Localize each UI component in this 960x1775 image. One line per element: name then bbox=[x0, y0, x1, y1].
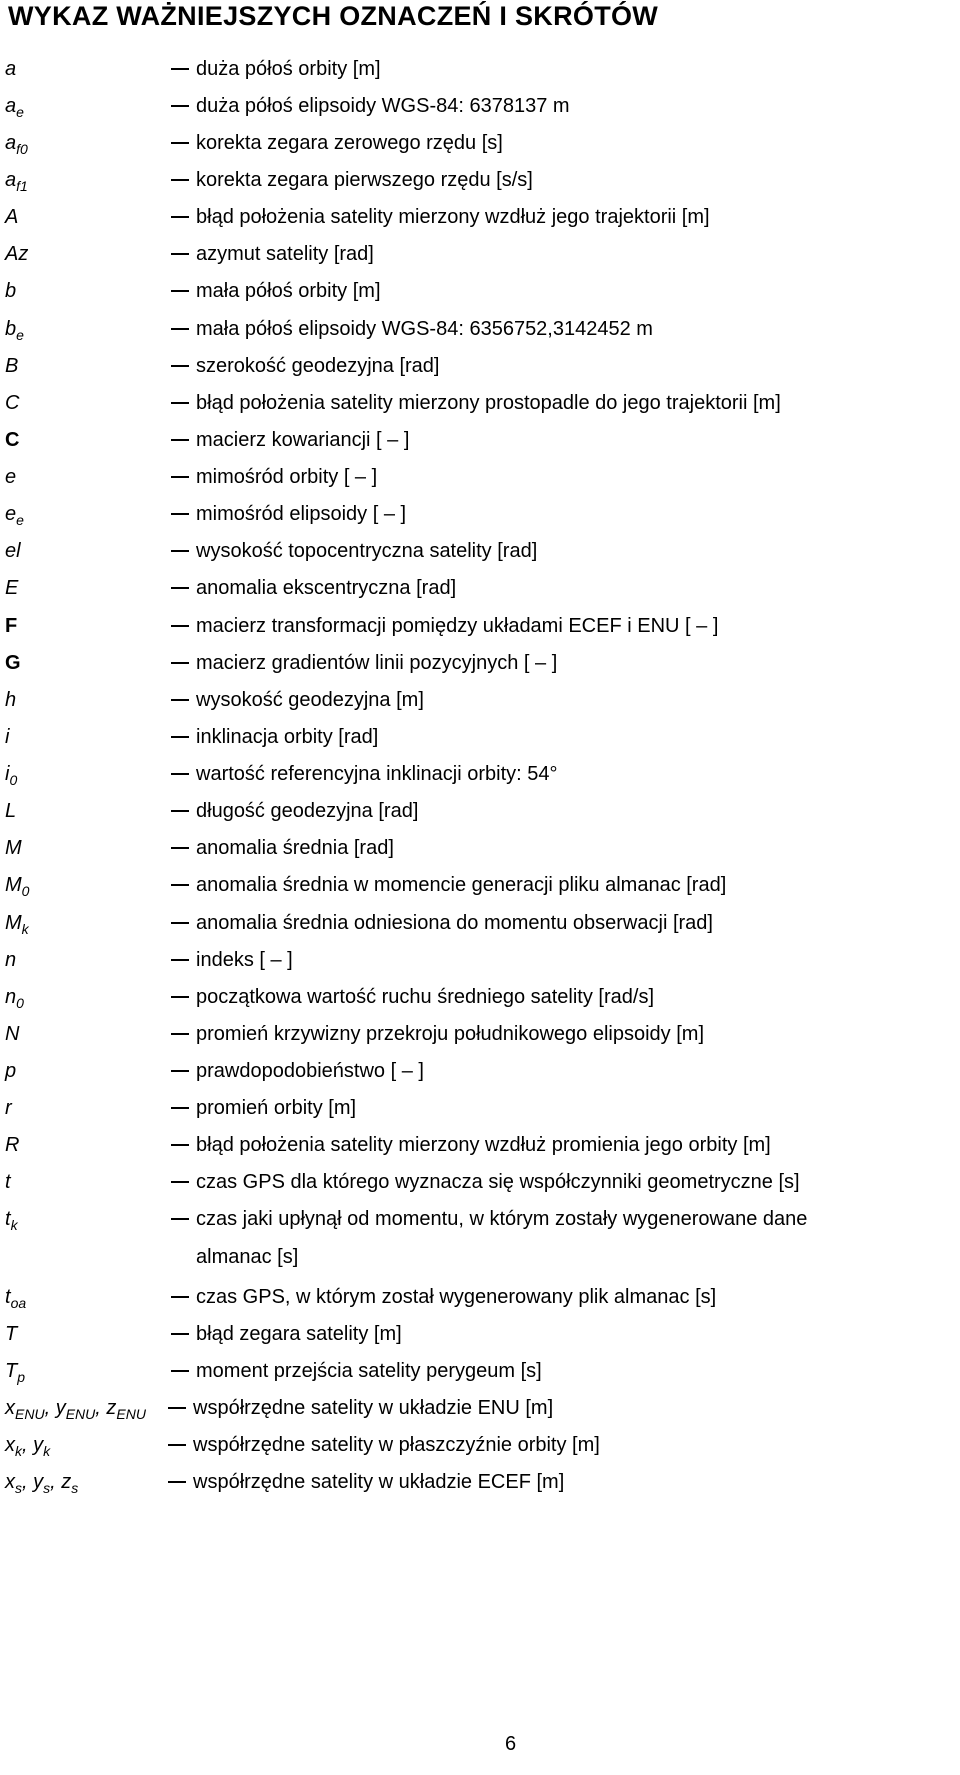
symbol-entry bbox=[0, 609, 960, 643]
symbol-description: czas jaki upłynął od momentu, w którym zostały wygenerowane dane bbox=[196, 1208, 808, 1230]
dash-separator bbox=[171, 699, 189, 701]
symbol-entry bbox=[0, 237, 960, 271]
symbol-description: macierz kowariancji [ – ] bbox=[196, 429, 410, 451]
symbol: e bbox=[5, 466, 17, 488]
symbol: $e_e$ bbox=[5, 503, 24, 528]
symbol-description: moment przejścia satelity perygeum [s] bbox=[196, 1360, 542, 1382]
symbol: h bbox=[5, 689, 17, 711]
symbol-description: prawdopodobieństwo [ – ] bbox=[196, 1060, 424, 1082]
symbol-entry bbox=[0, 1465, 960, 1499]
symbol-description: indeks [ – ] bbox=[196, 949, 293, 971]
dash-separator bbox=[171, 662, 189, 664]
symbol-description: promień orbity [m] bbox=[196, 1097, 357, 1119]
symbol: $t_{oa}$ bbox=[5, 1286, 27, 1311]
symbol: E bbox=[5, 577, 19, 599]
symbol-description: błąd położenia satelity mierzony wzdłuż promienia jego orbity [m] bbox=[196, 1134, 771, 1156]
symbol-entry bbox=[0, 720, 960, 754]
symbol-description: korekta zegara pierwszego rzędu [s/s] bbox=[196, 169, 533, 191]
symbol-description: czas GPS, w którym został wygenerowany plik almanac [s] bbox=[196, 1286, 717, 1308]
dash-separator bbox=[171, 513, 189, 515]
symbol-description: anomalia średnia odniesiona do momentu obserwacji [rad] bbox=[196, 912, 713, 934]
symbol-description: duża półoś elipsoidy WGS-84: 6378137 m bbox=[196, 95, 570, 117]
dash-separator bbox=[171, 1218, 189, 1220]
symbol: $x_s$, $y_s$, $z_s$ bbox=[5, 1471, 79, 1496]
dash-separator bbox=[171, 736, 189, 738]
symbol-description: błąd zegara satelity [m] bbox=[196, 1323, 402, 1345]
symbol-description: mimośród elipsoidy [ – ] bbox=[196, 503, 407, 525]
dash-separator bbox=[171, 550, 189, 552]
symbol: r bbox=[5, 1097, 12, 1119]
dash-separator bbox=[168, 1444, 186, 1446]
symbol-description: duża półoś orbity [m] bbox=[196, 58, 381, 80]
symbol: B bbox=[5, 355, 19, 377]
dash-separator bbox=[171, 1070, 189, 1072]
symbol: C bbox=[5, 392, 20, 414]
symbol: R bbox=[5, 1134, 20, 1156]
dash-separator bbox=[171, 810, 189, 812]
dash-separator bbox=[171, 884, 189, 886]
symbol-description: mała półoś orbity [m] bbox=[196, 280, 381, 302]
symbol: C bbox=[5, 429, 20, 451]
dash-separator bbox=[168, 1481, 186, 1483]
symbol-entry bbox=[0, 163, 960, 197]
symbol-entry bbox=[0, 1017, 960, 1051]
dash-separator bbox=[171, 402, 189, 404]
symbol-entry bbox=[0, 1391, 960, 1425]
dash-separator bbox=[171, 290, 189, 292]
symbol-entry bbox=[0, 126, 960, 160]
symbol-description: błąd położenia satelity mierzony prostopadle do jego trajektorii [m] bbox=[196, 392, 781, 414]
symbol-description: wysokość geodezyjna [m] bbox=[196, 689, 424, 711]
symbol: n bbox=[5, 949, 17, 971]
dash-separator bbox=[171, 439, 189, 441]
dash-separator bbox=[168, 1407, 186, 1409]
symbol-entry bbox=[0, 1317, 960, 1351]
symbol: $t_k$ bbox=[5, 1208, 18, 1233]
symbol-entry bbox=[0, 1128, 960, 1162]
symbol-description: mimośród orbity [ – ] bbox=[196, 466, 378, 488]
page-number: 6 bbox=[505, 1733, 517, 1755]
symbol: $a_{f0}$ bbox=[5, 132, 28, 157]
dash-separator bbox=[171, 587, 189, 589]
symbol-description: wysokość topocentryczna satelity [rad] bbox=[196, 540, 538, 562]
symbol-entry bbox=[0, 1202, 960, 1268]
dash-separator bbox=[171, 1333, 189, 1335]
symbol-description: początkowa wartość ruchu średniego satelity [rad/s] bbox=[196, 986, 654, 1008]
dash-separator bbox=[171, 253, 189, 255]
symbol-entry bbox=[0, 980, 960, 1014]
symbol-entry bbox=[0, 534, 960, 568]
symbol-description: macierz gradientów linii pozycyjnych [ – ] bbox=[196, 652, 558, 674]
dash-separator bbox=[171, 1144, 189, 1146]
symbol-entry bbox=[0, 757, 960, 791]
symbol-description: czas GPS dla którego wyznacza się współczynniki geometryczne [s] bbox=[196, 1171, 800, 1193]
symbol: t bbox=[5, 1171, 11, 1193]
symbol-description: anomalia średnia w momencie generacji pliku almanac [rad] bbox=[196, 874, 727, 896]
symbol-description: współrzędne satelity w płaszczyźnie orbity [m] bbox=[193, 1434, 600, 1456]
symbol-entry bbox=[0, 460, 960, 494]
symbol-description: wartość referencyjna inklinacji orbity: 54° bbox=[196, 763, 558, 785]
symbol-description: błąd położenia satelity mierzony wzdłuż jego trajektorii [m] bbox=[196, 206, 710, 228]
symbol-entry bbox=[0, 1165, 960, 1199]
symbol: Az bbox=[5, 243, 29, 265]
symbol-entry bbox=[0, 571, 960, 605]
dash-separator bbox=[171, 996, 189, 998]
symbol-description: mała półoś elipsoidy WGS-84: 6356752,3142452 m bbox=[196, 318, 653, 340]
symbol-entry bbox=[0, 906, 960, 940]
symbol-description-continuation: almanac [s] bbox=[196, 1246, 299, 1268]
symbol-entry bbox=[0, 1054, 960, 1088]
symbol: G bbox=[5, 652, 21, 674]
symbol: $b_e$ bbox=[5, 318, 24, 343]
symbol: $T_p$ bbox=[5, 1360, 26, 1385]
symbol: M bbox=[5, 837, 22, 859]
symbol-entry bbox=[0, 349, 960, 383]
symbol-description: anomalia ekscentryczna [rad] bbox=[196, 577, 457, 599]
symbol-description: współrzędne satelity w układzie ENU [m] bbox=[193, 1397, 554, 1419]
symbol: i bbox=[5, 726, 10, 748]
symbol: L bbox=[5, 800, 17, 822]
symbol: $x_{ENU}$, $y_{ENU}$, $z_{ENU}$ bbox=[5, 1397, 146, 1422]
page-title: WYKAZ WAŻNIEJSZYCH OZNACZEŃ I SKRÓTÓW bbox=[8, 1, 659, 31]
dash-separator bbox=[171, 216, 189, 218]
symbol-entry bbox=[0, 646, 960, 680]
dash-separator bbox=[171, 773, 189, 775]
symbol: b bbox=[5, 280, 17, 302]
symbol-description: szerokość geodezyjna [rad] bbox=[196, 355, 440, 377]
dash-separator bbox=[171, 1181, 189, 1183]
symbol-entry bbox=[0, 423, 960, 457]
symbol: $M_k$ bbox=[5, 912, 29, 937]
symbol-entry bbox=[0, 794, 960, 828]
symbol-entry bbox=[0, 200, 960, 234]
symbol-description: macierz transformacji pomiędzy układami ECEF i ENU [ – ] bbox=[196, 615, 719, 637]
symbol-entry bbox=[0, 831, 960, 865]
symbol-entry bbox=[0, 497, 960, 531]
symbol: $i_0$ bbox=[5, 763, 18, 788]
dash-separator bbox=[171, 105, 189, 107]
symbol: p bbox=[5, 1060, 17, 1082]
symbol: $M_0$ bbox=[5, 874, 30, 899]
dash-separator bbox=[171, 1296, 189, 1298]
dash-separator bbox=[171, 1370, 189, 1372]
symbol-entry bbox=[0, 1280, 960, 1314]
dash-separator bbox=[171, 922, 189, 924]
dash-separator bbox=[171, 625, 189, 627]
symbol-entry bbox=[0, 868, 960, 902]
symbol-description: promień krzywizny przekroju południkowego elipsoidy [m] bbox=[196, 1023, 704, 1045]
symbol-entry bbox=[0, 943, 960, 977]
symbol-entry bbox=[0, 312, 960, 346]
symbol-entry bbox=[0, 1354, 960, 1388]
dash-separator bbox=[171, 365, 189, 367]
symbol: $n_0$ bbox=[5, 986, 24, 1011]
symbol-entry bbox=[0, 1091, 960, 1125]
symbol-description: współrzędne satelity w układzie ECEF [m] bbox=[193, 1471, 565, 1493]
dash-separator bbox=[171, 959, 189, 961]
symbol-description: azymut satelity [rad] bbox=[196, 243, 374, 265]
symbol: T bbox=[5, 1323, 18, 1345]
dash-separator bbox=[171, 179, 189, 181]
symbol: el bbox=[5, 540, 21, 562]
symbol: $x_k$, $y_k$ bbox=[5, 1434, 51, 1459]
symbol-entry bbox=[0, 1428, 960, 1462]
dash-separator bbox=[171, 1107, 189, 1109]
symbol-description: długość geodezyjna [rad] bbox=[196, 800, 419, 822]
dash-separator bbox=[171, 847, 189, 849]
symbol-description: anomalia średnia [rad] bbox=[196, 837, 394, 859]
symbol: F bbox=[5, 615, 18, 637]
symbol-description: inklinacja orbity [rad] bbox=[196, 726, 379, 748]
dash-separator bbox=[171, 476, 189, 478]
symbol-entry bbox=[0, 386, 960, 420]
symbol: A bbox=[5, 206, 19, 228]
symbol-description: korekta zegara zerowego rzędu [s] bbox=[196, 132, 503, 154]
dash-separator bbox=[171, 68, 189, 70]
symbol-entry bbox=[0, 683, 960, 717]
symbol: N bbox=[5, 1023, 20, 1045]
dash-separator bbox=[171, 328, 189, 330]
symbol: a bbox=[5, 58, 17, 80]
symbol-entry bbox=[0, 274, 960, 308]
symbol: $a_e$ bbox=[5, 95, 24, 120]
dash-separator bbox=[171, 1033, 189, 1035]
dash-separator bbox=[171, 142, 189, 144]
symbol-entry bbox=[0, 52, 960, 86]
symbol: $a_{f1}$ bbox=[5, 169, 28, 194]
symbol-entry bbox=[0, 89, 960, 123]
